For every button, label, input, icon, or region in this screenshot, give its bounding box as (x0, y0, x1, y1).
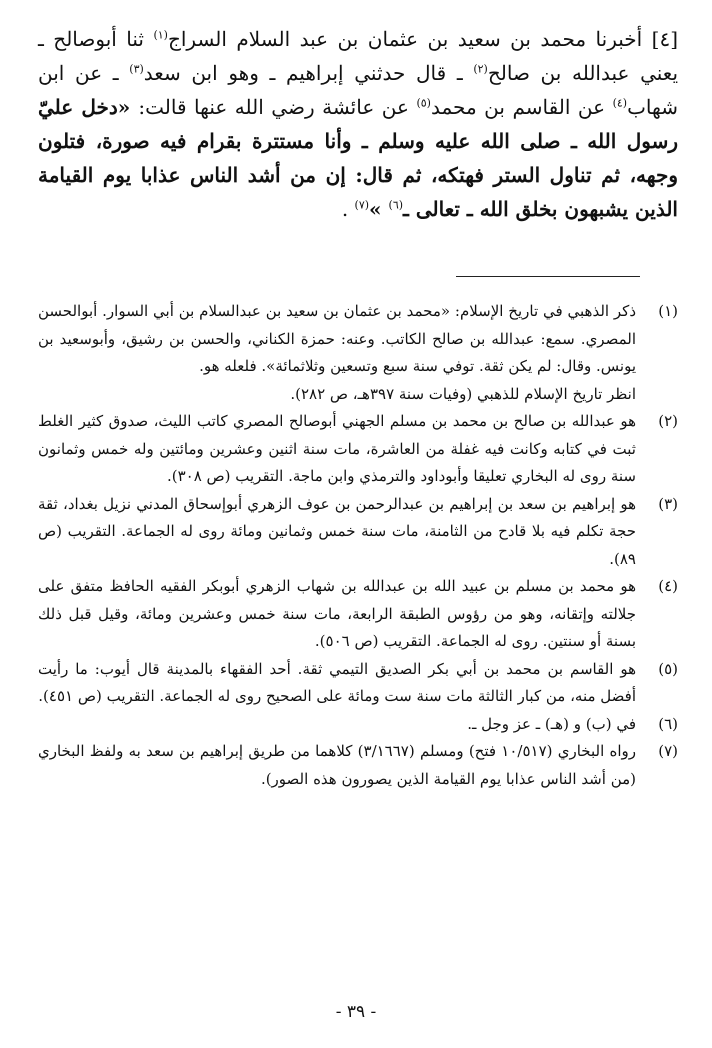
isnad-part-4: ـ عن ابن شهاب (38, 61, 678, 119)
footnote-text: في (ب) و (هـ) ـ عز وجل ـ. (467, 714, 636, 733)
footnote-ref-7[interactable]: (٧) (354, 198, 370, 212)
isnad-part-2: ثنا أبوصالح ـ يعني عبدالله بن صالح (38, 27, 679, 85)
footnote-5 (38, 656, 678, 711)
footnote-ref-5[interactable]: (٥) (416, 96, 431, 110)
page-number: - ٣٩ - (335, 1002, 377, 1022)
footnote-2 (38, 408, 678, 491)
footnote-text: ذكر الذهبي في تاريخ الإسلام: «محمد بن عثمان بن سعيد بن عبدالسلام بن أبي السوار. أبوالحسن المصري. سمع: عبدالله بن صالح الكاتب. وعنه: حمزة الكناني، والحسن بن رشيق، وأبوسعيد بن يونس. وقال: لم يكن ثقة. توفي سنة سبع وتسعين وثلاثمائة». فلعله هو. (38, 302, 636, 375)
footnote-number: (٤) (658, 577, 678, 595)
footnote-ref-3[interactable]: (٣) (129, 62, 144, 76)
footnote-number: (٣) (658, 494, 678, 513)
footnote-separator (456, 276, 640, 277)
footnote-ref-6[interactable]: (٦) (388, 198, 404, 212)
footnote-text: هو إبراهيم بن سعد بن إبراهيم بن عبدالرحمن بن عوف الزهري أبوإسحاق المدني نزيل بغداد، ثقة حجة تكلم فيه بلا قادح من الثامنة، مات سنة خمس وثمانين ومائة روى له الجماعة. التقريب (ص ٨٩). (38, 494, 636, 568)
isnad-part-3: ـ قال حدثني إبراهيم ـ وهو ابن سعد (143, 61, 474, 85)
footnote-number: (٢) (658, 412, 678, 430)
footnote-number: (١) (658, 302, 678, 320)
footnote-number: (٥) (658, 659, 678, 678)
footnote-ref-4[interactable]: (٤) (612, 96, 628, 110)
isnad-part-1: [٤] أخبرنا محمد بن سعيد بن عثمان بن عبد السلام السراج (167, 27, 678, 51)
footnote-text: هو محمد بن مسلم بن عبيد الله بن عبدالله بن شهاب الزهري أبوبكر الفقيه الحافظ متفق على جلالته وإتقانه، وهو من رؤوس الطبقة الرابعة، مات سنة خمس وعشرين ومائة، وقيل قبل ذلك بسنة أو سنتين. روى له الجماعة. التقريب (ص ٥٠٦). (38, 577, 636, 650)
footnotes-section (38, 298, 678, 793)
footnote-number: (٦) (658, 714, 678, 733)
footnote-text: هو القاسم بن محمد بن أبي بكر الصديق التيمي ثقة. أحد الفقهاء بالمدينة قال أيوب: ما رأيت أفضل منه، من كبار الثالثة مات سنة ست ومائة على الصحيح روى له الجماعة. التقريب (ص ٤٥١). (38, 659, 636, 705)
footnote-1-reference (38, 381, 678, 409)
footnote-6 (38, 711, 678, 739)
hadith-paragraph (38, 22, 678, 226)
footnote-text: رواه البخاري (١٠/٥١٧ فتح) ومسلم (٣/١٦٦٧) كلاهما من طريق إبراهيم بن سعد به ولفظ البخاري (من أشد الناس عذابا يوم القيامة الذين يصورون هذه الصور). (38, 742, 637, 788)
footnote-4 (38, 573, 678, 656)
matn-close-quote: » (369, 197, 389, 221)
isnad-part-6: عن عائشة رضي الله عنها قالت: (138, 95, 417, 119)
isnad-part-5: عن القاسم بن محمد (430, 95, 613, 119)
footnote-ref-1[interactable]: (١) (153, 28, 168, 42)
hadith-text (38, 22, 678, 226)
footnote-7 (38, 738, 678, 793)
footnote-1 (38, 298, 678, 381)
footnote-ref-2[interactable]: (٢) (473, 62, 488, 76)
footnote-3 (38, 491, 678, 574)
paragraph-end: . (341, 197, 355, 221)
footnote-text: هو عبدالله بن صالح بن محمد بن مسلم الجهني أبوصالح المصري كاتب الليث، صدوق كثير الغلط ثبت في كتابه وكانت فيه غفلة من العاشرة، مات سنة اثنين وعشرين ومائتين وله خمس وثمانون سنة روى له البخاري تعليقا وأبوداود والترمذي وابن ماجة. التقريب (ص ٣٠٨). (38, 412, 636, 485)
matn-text: «دخل عليّ رسول الله ـ صلى الله عليه وسلم ـ وأنا مستترة بقرام فيه صورة، فتلون وجهه، ثم تناول الستر فهتكه، ثم قال: إن من أشد الناس عذابا يوم القيامة الذين يشبهون بخلق الله ـ تعالى ـ (38, 95, 678, 221)
footnote-text: انظر تاريخ الإسلام للذهبي (وفيات سنة ٣٩٧هـ، ص ٢٨٢). (290, 384, 636, 403)
footnote-number: (٧) (658, 742, 678, 760)
